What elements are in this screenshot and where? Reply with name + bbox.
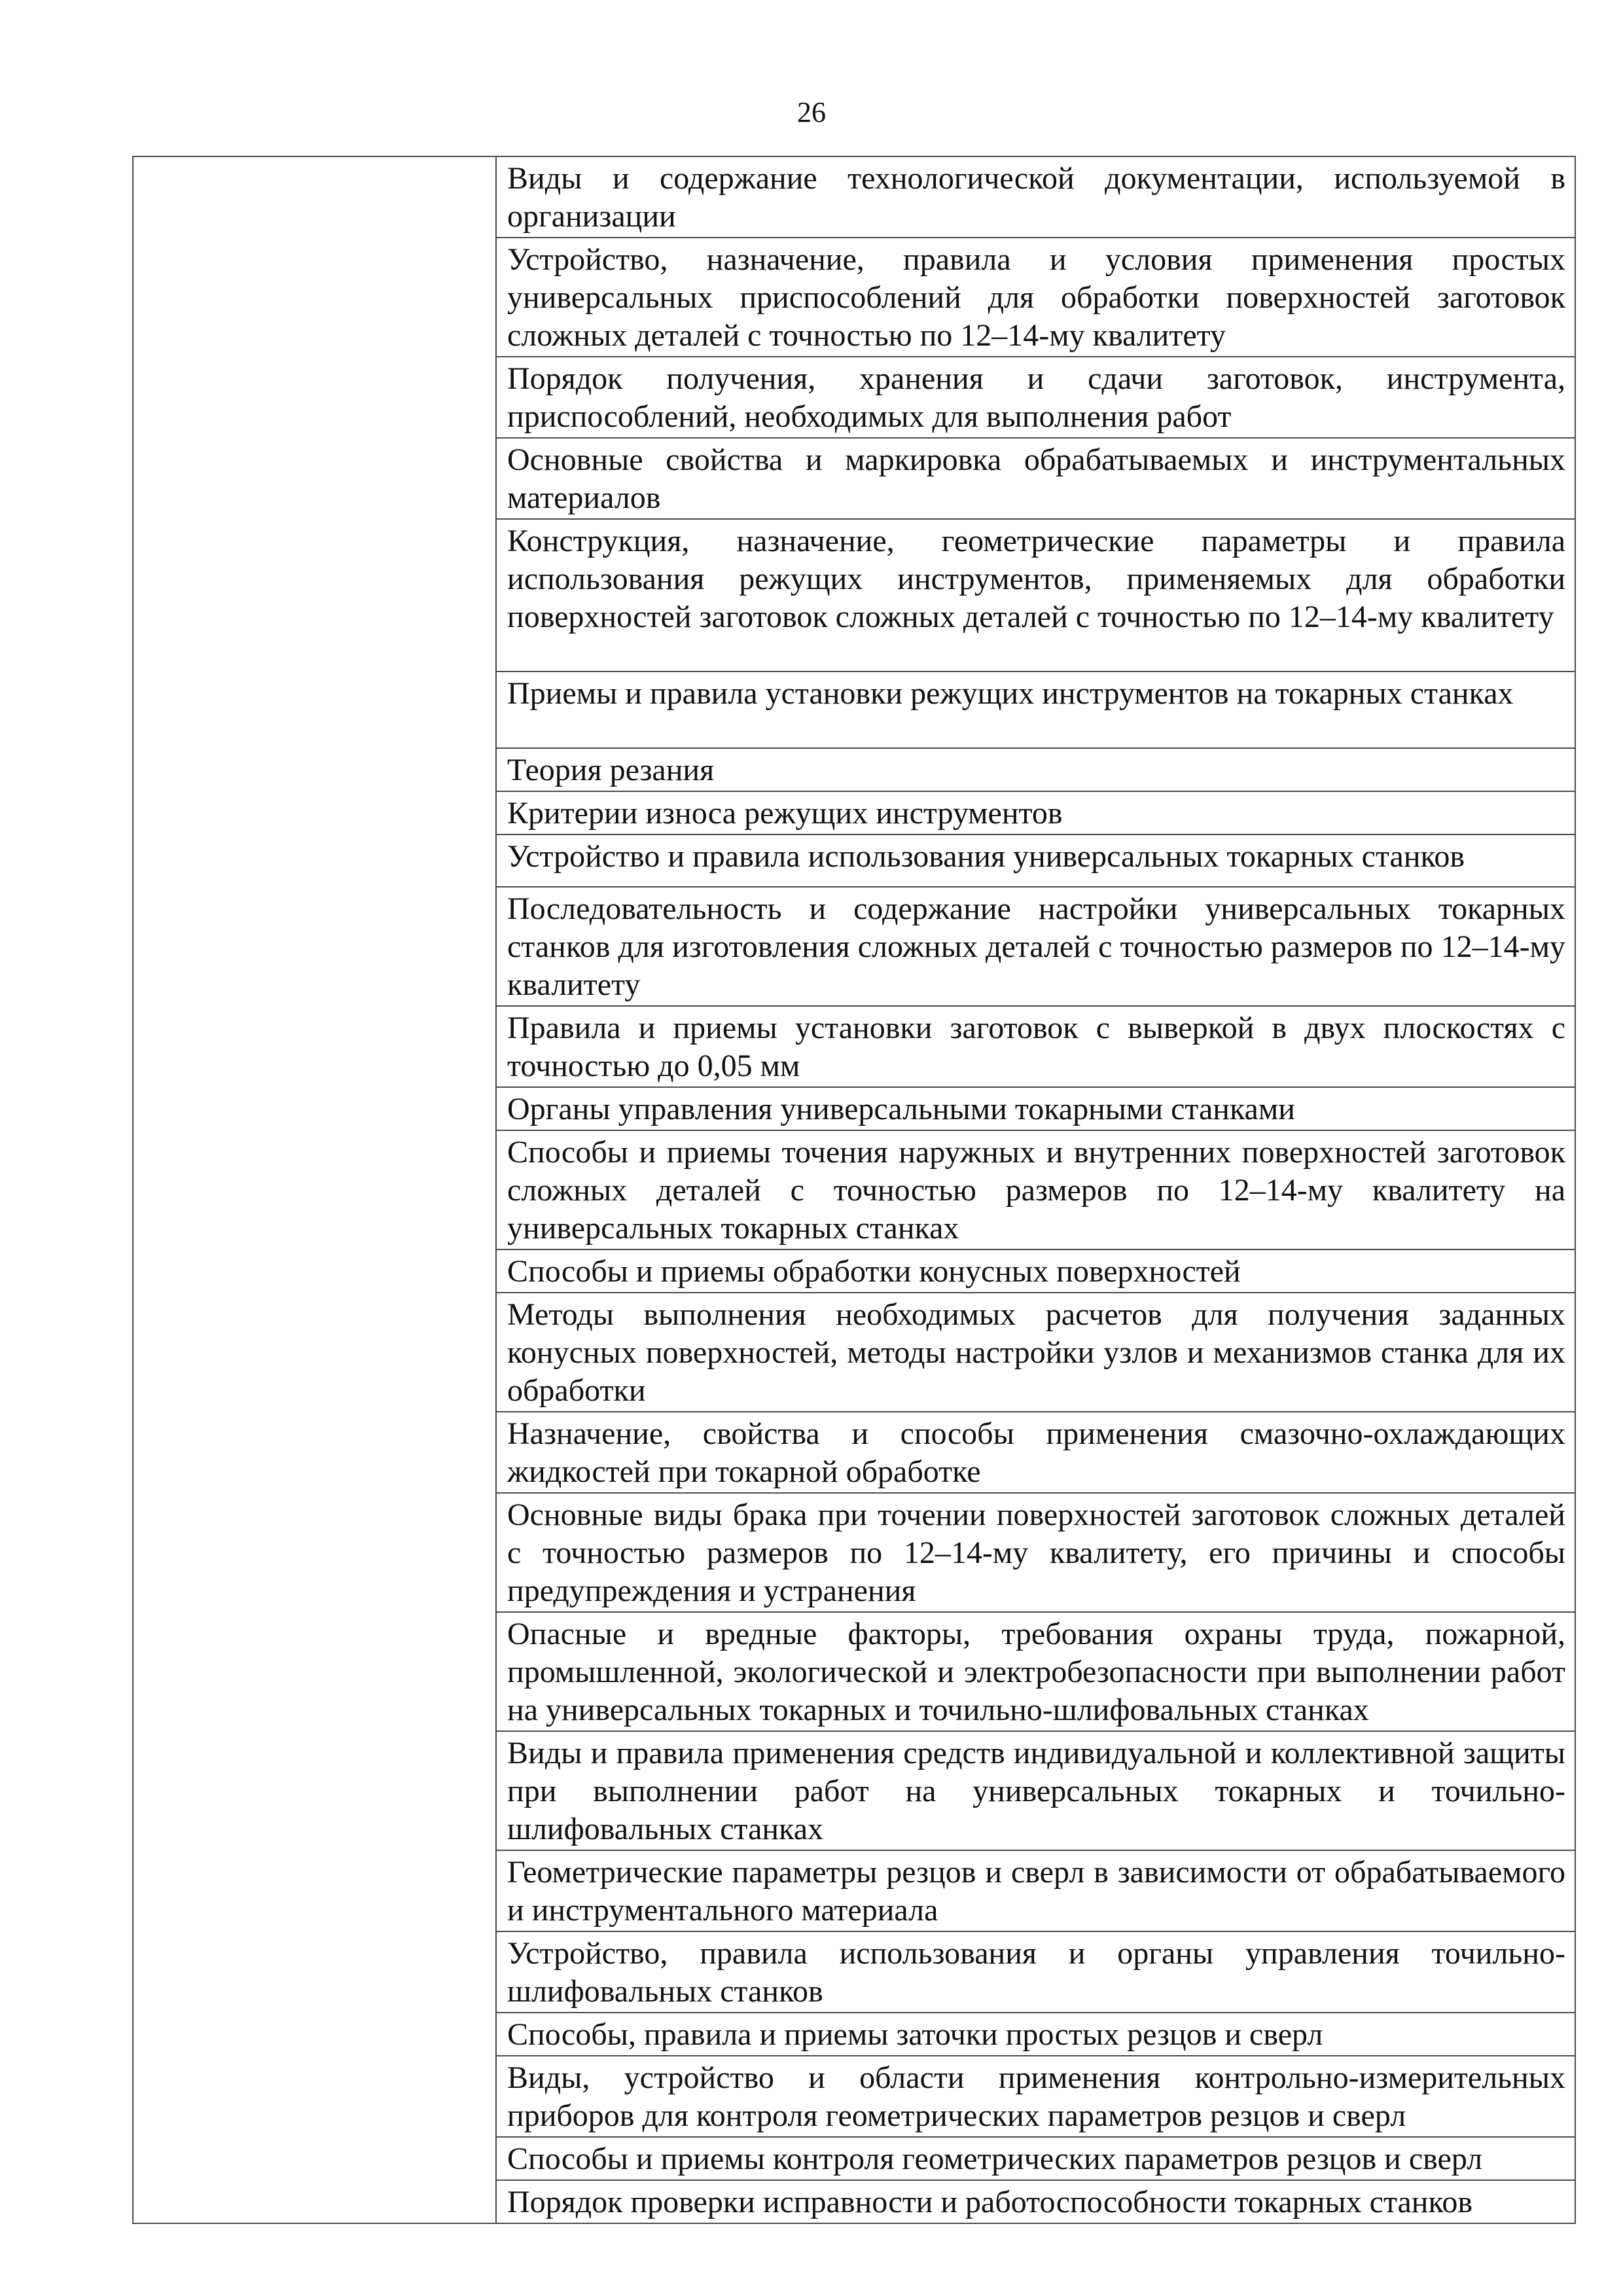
table-cell (496, 887, 1575, 1006)
label-column-cell (133, 156, 496, 2223)
cell-text: Последовательность и содержание настройки универсальных токарных станков для изготовления сложных деталей с точностью размеров по 12–14-му квалитету (507, 891, 1565, 1002)
cell-text: Устройство и правила использования универсальных токарных станков (507, 839, 1465, 874)
table-row (133, 156, 1575, 238)
table-cell (496, 1412, 1575, 1493)
table-cell (496, 672, 1575, 748)
table-cell (496, 2013, 1575, 2056)
cell-text: Способы, правила и приемы заточки простых резцов и сверл (507, 2017, 1323, 2052)
cell-text: Геометрические параметры резцов и сверл в зависимости от обрабатываемого и инструментального материала (507, 1855, 1565, 1928)
cell-text: Виды и содержание технологической документации, используемой в организации (507, 161, 1565, 234)
table-cell (496, 834, 1575, 887)
table-cell (496, 2056, 1575, 2137)
knowledge-table (132, 156, 1576, 2224)
table-cell (496, 1850, 1575, 1931)
cell-text: Порядок проверки исправности и работоспособности токарных станков (507, 2185, 1473, 2219)
table-cell (496, 2137, 1575, 2180)
table-cell (496, 357, 1575, 438)
table-cell (496, 156, 1575, 238)
table-cell (496, 791, 1575, 834)
cell-text: Органы управления универсальными токарными станками (507, 1092, 1295, 1126)
cell-text: Основные свойства и маркировка обрабатываемых и инструментальных материалов (507, 442, 1565, 515)
cell-text: Опасные и вредные факторы, требования охраны труда, пожарной, промышленной, экологической и электробезопасности при выполнении работ на универсальных токарных и точильно-шлифовальных станках (507, 1617, 1565, 1727)
page-number: 26 (797, 96, 826, 128)
table-cell (496, 1130, 1575, 1249)
cell-text: Теория резания (507, 753, 715, 787)
cell-text: Правила и приемы установки заготовок с выверкой в двух плоскостях с точностью до 0,05 мм (507, 1011, 1565, 1083)
table-cell (496, 2180, 1575, 2223)
table-cell (496, 238, 1575, 357)
cell-text: Способы и приемы точения наружных и внутренних поверхностей заготовок сложных деталей с точностью размеров по 12–14-му квалитету на универсальных токарных станках (507, 1135, 1565, 1246)
table-cell (496, 438, 1575, 519)
cell-text: Устройство, правила использования и органы управления точильно-шлифовальных станков (507, 1936, 1565, 2009)
table-cell (496, 1931, 1575, 2013)
cell-text: Виды и правила применения средств индивидуальной и коллективной защиты при выполнении работ на универсальных токарных и точильно-шлифовальных станках (507, 1736, 1565, 1846)
cell-text: Устройство, назначение, правила и условия применения простых универсальных приспособлений для обработки поверхностей заготовок сложных деталей с точностью по 12–14-му квалитету (507, 242, 1565, 353)
cell-text: Основные виды брака при точении поверхностей заготовок сложных деталей с точностью размеров по 12–14-му квалитету, его причины и способы предупреждения и устранения (507, 1498, 1565, 1608)
table-cell (496, 1293, 1575, 1412)
cell-text: Способы и приемы обработки конусных поверхностей (507, 1254, 1241, 1289)
table-cell (496, 1006, 1575, 1087)
cell-text: Назначение, свойства и способы применения смазочно-охлаждающих жидкостей при токарной обработке (507, 1416, 1565, 1489)
cell-text: Методы выполнения необходимых расчетов для получения заданных конусных поверхностей, методы настройки узлов и механизмов станка для их обработки (507, 1297, 1565, 1408)
table-cell (496, 1731, 1575, 1850)
cell-text: Виды, устройство и области применения контрольно-измерительных приборов для контроля геометрических параметров резцов и сверл (507, 2060, 1565, 2133)
cell-text: Критерии износа режущих инструментов (507, 796, 1063, 831)
table-cell (496, 1087, 1575, 1130)
table-cell (496, 1493, 1575, 1612)
cell-text: Порядок получения, хранения и сдачи заготовок, инструмента, приспособлений, необходимых для выполнения работ (507, 361, 1565, 434)
table-cell (496, 1612, 1575, 1731)
cell-text: Способы и приемы контроля геометрических параметров резцов и сверл (507, 2142, 1483, 2176)
table-cell (496, 1249, 1575, 1293)
cell-text: Приемы и правила установки режущих инструментов на токарных станках (507, 676, 1514, 711)
table-cell (496, 748, 1575, 791)
table-cell (496, 519, 1575, 672)
cell-text: Конструкция, назначение, геометрические параметры и правила использования режущих инструментов, применяемых для обработки поверхностей заготовок сложных деталей с точностью по 12–14-му квалитету (507, 524, 1565, 634)
